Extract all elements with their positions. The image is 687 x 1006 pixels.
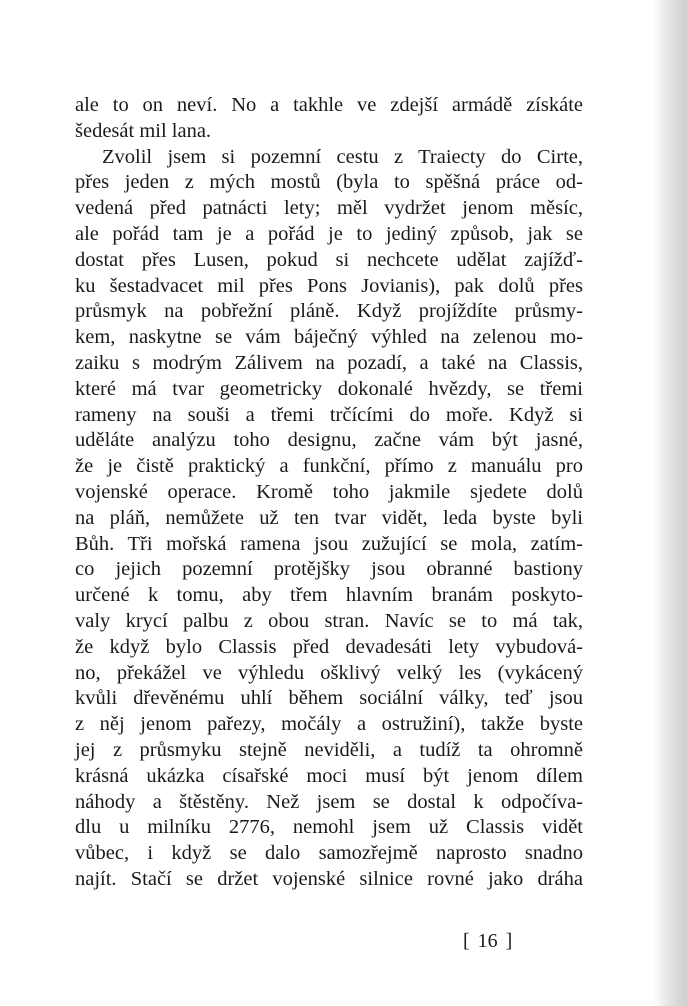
text-line: co jejich pozemní protějšky jsou obranné bastiony (75, 558, 583, 581)
text-line: na pláň, nemůžete už ten tvar vidět, leda byste byli (75, 506, 583, 529)
page-number-value: 16 (477, 930, 498, 952)
text-line: najít. Stačí se držet vojenské silnice rovné jako dráha (75, 867, 583, 890)
text-line: jej z průsmyku stejně neviděli, a tudíž ta ohromně (75, 738, 583, 761)
text-line: šedesát mil lana. (75, 119, 212, 142)
text-line: průsmyk na pobřežní pláně. Když projíždíte průsmy- (75, 300, 583, 323)
text-line: krásná ukázka císařské moci musí být jenom dílem (75, 764, 583, 787)
text-line: že když bylo Classis před devadesáti lety vybudová- (75, 635, 583, 658)
text-line: dlu u milníku 2776, nemohl jsem už Classis vidět (75, 816, 583, 839)
text-line: že je čistě praktický a funkční, přímo z manuálu pro (75, 455, 583, 478)
text-line: zaiku s modrým Zálivem na pozadí, a také na Classis, (75, 351, 583, 374)
text-line: Zvolil jsem si pozemní cestu z Traiecty do Cirte, (102, 145, 583, 168)
text-line: vůbec, i když se dalo samozřejmě naprosto snadno (75, 842, 583, 865)
page-number-bracket-close: ] (505, 930, 513, 952)
text-line: náhody a štěstěny. Než jsem se dostal k odpočíva- (75, 790, 583, 813)
text-line: vojenské operace. Kromě toho jakmile sjedete dolů (75, 480, 583, 503)
text-line: rameny na souši a třemi trčícími do moře. Když si (75, 403, 583, 426)
text-line: ale pořád tam je a pořád je to jediný způsob, jak se (75, 222, 583, 245)
text-line: ale to on neví. No a takhle ve zdejší armádě získáte (75, 94, 583, 116)
text-line: vedená před patnácti lety; měl vydržet jenom měsíc, (75, 197, 583, 220)
text-line: Bůh. Tři mořská ramena jsou zužující se mola, zatím- (75, 532, 583, 555)
text-line: které má tvar geometricky dokonalé hvězdy, se třemi (75, 377, 583, 400)
text-line: určené k tomu, aby třem hlavním branám poskyto- (75, 584, 583, 607)
text-line: z něj jenom pařezy, močály a ostružiní), takže byste (75, 713, 583, 736)
text-line: přes jeden z mých mostů (byla to spěšná práce od- (75, 171, 583, 194)
page-edge-shadow (653, 0, 687, 1006)
page-number-bracket-open: [ (463, 930, 470, 952)
text-line: no, překážel ve výhledu ošklivý velký les (vykácený (75, 661, 583, 684)
text-line: ku šestadvacet mil přes Pons Jovianis), pak dolů přes (75, 274, 583, 297)
page-number (455, 930, 520, 953)
text-line: kem, naskytne se vám báječný výhled na zelenou mo- (75, 326, 583, 349)
text-line: uděláte analýzu toho designu, začne vám být jasné, (75, 429, 583, 452)
body-text (75, 93, 583, 893)
text-line: valy krycí palbu z obou stran. Navíc se to má tak, (75, 609, 583, 632)
text-line: kvůli dřevěnému uhlí během sociální války, teď jsou (75, 687, 583, 710)
text-line: dostat přes Lusen, pokud si nechcete udělat zajížď- (75, 248, 583, 271)
